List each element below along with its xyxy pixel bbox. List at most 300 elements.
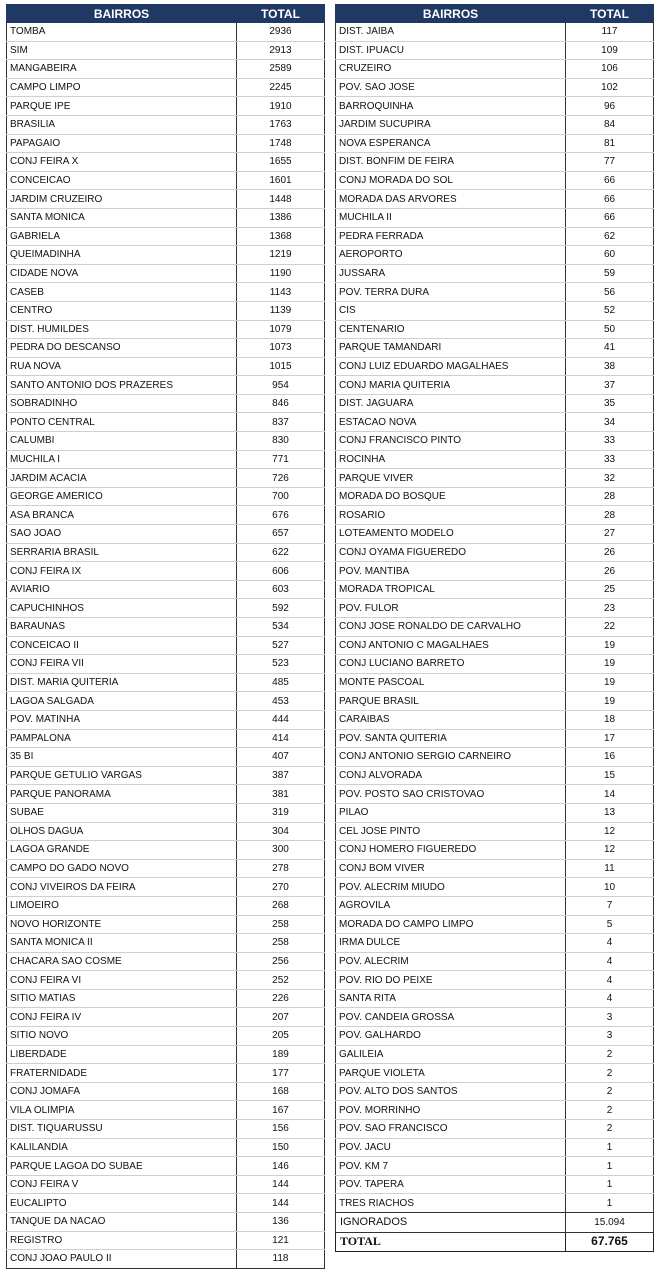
neighborhood-name: SITIO MATIAS	[7, 989, 237, 1008]
neighborhood-total: 4	[566, 971, 654, 990]
neighborhood-total: 102	[566, 78, 654, 97]
neighborhood-total: 81	[566, 134, 654, 153]
table-row	[7, 618, 325, 637]
neighborhood-name: MORADA DO BOSQUE	[336, 487, 566, 506]
neighborhood-name: DIST. HUMILDES	[7, 320, 237, 339]
neighborhood-total: 177	[237, 1064, 325, 1083]
neighborhood-total: 32	[566, 469, 654, 488]
neighborhood-name: PAMPALONA	[7, 729, 237, 748]
neighborhood-name: CIDADE NOVA	[7, 264, 237, 283]
neighborhood-name: ROCINHA	[336, 450, 566, 469]
neighborhood-total: 17	[566, 729, 654, 748]
table-row	[7, 41, 325, 60]
table-row	[7, 748, 325, 767]
neighborhood-name: CONJ FEIRA X	[7, 153, 237, 172]
table-row	[336, 692, 654, 711]
table-row	[7, 1045, 325, 1064]
neighborhood-total: 156	[237, 1120, 325, 1139]
table-row	[7, 301, 325, 320]
neighborhood-name: CONJ JOAO PAULO II	[7, 1250, 237, 1269]
neighborhood-name: NOVO HORIZONTE	[7, 915, 237, 934]
neighborhood-name: POV. KM 7	[336, 1157, 566, 1176]
neighborhood-name: TANQUE DA NACAO	[7, 1213, 237, 1232]
table-row	[7, 171, 325, 190]
neighborhood-name: OLHOS DAGUA	[7, 822, 237, 841]
neighborhood-total: 414	[237, 729, 325, 748]
neighborhood-total: 19	[566, 636, 654, 655]
neighborhood-name: SANTA RITA	[336, 989, 566, 1008]
table-row	[7, 1120, 325, 1139]
neighborhood-name: CEL JOSE PINTO	[336, 822, 566, 841]
header-row	[7, 5, 325, 23]
table-row	[336, 841, 654, 860]
neighborhood-name: CAPUCHINHOS	[7, 599, 237, 618]
neighborhood-name: CONJ LUCIANO BARRETO	[336, 655, 566, 674]
neighborhood-total: 62	[566, 227, 654, 246]
neighborhood-total: 34	[566, 413, 654, 432]
neighborhood-total: 4	[566, 934, 654, 953]
neighborhood-total: 1655	[237, 153, 325, 172]
neighborhood-total: 1368	[237, 227, 325, 246]
neighborhood-total: 26	[566, 562, 654, 581]
neighborhood-total: 830	[237, 432, 325, 451]
neighborhood-name: ROSARIO	[336, 506, 566, 525]
neighborhood-name: AGROVILA	[336, 896, 566, 915]
neighborhood-name: JARDIM CRUZEIRO	[7, 190, 237, 209]
neighborhood-total: 50	[566, 320, 654, 339]
neighborhood-total: 726	[237, 469, 325, 488]
left-table-body	[7, 23, 325, 1269]
table-row	[336, 525, 654, 544]
neighborhood-name: DIST. BONFIM DE FEIRA	[336, 153, 566, 172]
table-row	[7, 580, 325, 599]
neighborhood-name: CAMPO LIMPO	[7, 78, 237, 97]
table-row	[7, 339, 325, 358]
neighborhood-name: SUBAE	[7, 803, 237, 822]
neighborhood-name: MUCHILA I	[7, 450, 237, 469]
column-header-total: TOTAL	[566, 5, 654, 23]
neighborhood-name: RUA NOVA	[7, 357, 237, 376]
neighborhood-total: 268	[237, 896, 325, 915]
grand-total-row	[336, 1232, 654, 1252]
table-row	[336, 376, 654, 395]
table-row	[7, 599, 325, 618]
neighborhood-total: 2	[566, 1064, 654, 1083]
neighborhood-total: 534	[237, 618, 325, 637]
neighborhood-name: PARQUE PANORAMA	[7, 785, 237, 804]
neighborhood-name: PILAO	[336, 803, 566, 822]
neighborhood-total: 205	[237, 1027, 325, 1046]
table-row	[7, 543, 325, 562]
table-row	[7, 636, 325, 655]
neighborhood-name: PONTO CENTRAL	[7, 413, 237, 432]
table-row	[336, 785, 654, 804]
ignored-label: IGNORADOS	[336, 1213, 566, 1233]
ignored-row	[336, 1213, 654, 1233]
ignored-value: 15.094	[566, 1213, 654, 1233]
neighborhood-name: GABRIELA	[7, 227, 237, 246]
table-row	[7, 60, 325, 79]
neighborhood-name: PARQUE GETULIO VARGAS	[7, 766, 237, 785]
neighborhood-total: 7	[566, 896, 654, 915]
table-row	[7, 952, 325, 971]
table-row	[336, 339, 654, 358]
neighborhood-total: 144	[237, 1175, 325, 1194]
neighborhood-total: 26	[566, 543, 654, 562]
neighborhood-total: 117	[566, 23, 654, 42]
neighborhood-name: PARQUE IPE	[7, 97, 237, 116]
table-row	[7, 1082, 325, 1101]
table-row	[336, 673, 654, 692]
neighborhood-name: CONJ MORADA DO SOL	[336, 171, 566, 190]
neighborhood-name: POV. TAPERA	[336, 1175, 566, 1194]
neighborhood-name: CASEB	[7, 283, 237, 302]
neighborhood-total: 278	[237, 859, 325, 878]
neighborhood-total: 523	[237, 655, 325, 674]
neighborhood-total: 11	[566, 859, 654, 878]
neighborhood-total: 1748	[237, 134, 325, 153]
table-row	[7, 1101, 325, 1120]
neighborhood-total: 27	[566, 525, 654, 544]
neighborhood-total: 1	[566, 1175, 654, 1194]
neighborhood-total: 19	[566, 692, 654, 711]
neighborhood-total: 1079	[237, 320, 325, 339]
neighborhood-total: 10	[566, 878, 654, 897]
table-row	[7, 394, 325, 413]
neighborhood-total: 256	[237, 952, 325, 971]
neighborhood-total: 2	[566, 1045, 654, 1064]
neighborhood-name: JARDIM SUCUPIRA	[336, 115, 566, 134]
table-row	[336, 748, 654, 767]
neighborhood-name: CALUMBI	[7, 432, 237, 451]
table-row	[336, 469, 654, 488]
neighborhood-name: POV. SANTA QUITERIA	[336, 729, 566, 748]
neighborhood-total: 96	[566, 97, 654, 116]
table-row	[7, 376, 325, 395]
neighborhood-total: 150	[237, 1138, 325, 1157]
table-row	[7, 1175, 325, 1194]
neighborhood-name: DIST. TIQUARUSSU	[7, 1120, 237, 1139]
neighborhood-total: 252	[237, 971, 325, 990]
neighborhood-name: PEDRA FERRADA	[336, 227, 566, 246]
grand-total-value: 67.765	[566, 1232, 654, 1252]
neighborhood-name: TOMBA	[7, 23, 237, 42]
neighborhood-name: SAO JOAO	[7, 525, 237, 544]
neighborhood-total: 22	[566, 618, 654, 637]
neighborhood-name: LIMOEIRO	[7, 896, 237, 915]
neighborhood-name: PARQUE VIVER	[336, 469, 566, 488]
neighborhood-name: CONJ MARIA QUITERIA	[336, 376, 566, 395]
neighborhood-total: 2936	[237, 23, 325, 42]
table-row	[336, 822, 654, 841]
table-row	[7, 246, 325, 265]
table-row	[7, 525, 325, 544]
table-row	[336, 208, 654, 227]
neighborhood-name: CONJ FEIRA VI	[7, 971, 237, 990]
table-row	[336, 134, 654, 153]
table-row	[336, 320, 654, 339]
right-table-body	[336, 23, 654, 1213]
neighborhood-total: 700	[237, 487, 325, 506]
neighborhood-total: 319	[237, 803, 325, 822]
neighborhood-total: 189	[237, 1045, 325, 1064]
neighborhood-total: 13	[566, 803, 654, 822]
neighborhood-total: 1190	[237, 264, 325, 283]
table-row	[336, 301, 654, 320]
table-row	[336, 78, 654, 97]
table-row	[7, 450, 325, 469]
neighborhood-total: 28	[566, 506, 654, 525]
neighborhood-total: 4	[566, 952, 654, 971]
neighborhood-total: 35	[566, 394, 654, 413]
neighborhood-total: 2	[566, 1120, 654, 1139]
table-row	[336, 60, 654, 79]
neighborhood-total: 226	[237, 989, 325, 1008]
neighborhood-name: CONJ FEIRA IX	[7, 562, 237, 581]
table-row	[336, 23, 654, 42]
neighborhood-total: 258	[237, 934, 325, 953]
table-row	[336, 1101, 654, 1120]
neighborhood-total: 37	[566, 376, 654, 395]
neighborhood-name: POV. ALTO DOS SANTOS	[336, 1082, 566, 1101]
neighborhood-total: 1910	[237, 97, 325, 116]
neighborhood-name: SANTA MONICA II	[7, 934, 237, 953]
neighborhood-total: 1601	[237, 171, 325, 190]
table-row	[7, 1213, 325, 1232]
neighborhood-total: 59	[566, 264, 654, 283]
table-row	[7, 1250, 325, 1269]
neighborhood-name: POV. RIO DO PEIXE	[336, 971, 566, 990]
neighborhood-total: 118	[237, 1250, 325, 1269]
table-row	[7, 97, 325, 116]
neighborhood-name: MORADA DO CAMPO LIMPO	[336, 915, 566, 934]
neighborhood-name: BRASILIA	[7, 115, 237, 134]
neighborhood-name: CONJ ALVORADA	[336, 766, 566, 785]
table-row	[336, 227, 654, 246]
column-header-bairros: BAIRROS	[7, 5, 237, 23]
neighborhood-total: 23	[566, 599, 654, 618]
neighborhood-name: SITIO NOVO	[7, 1027, 237, 1046]
neighborhood-total: 1	[566, 1194, 654, 1213]
neighborhood-total: 407	[237, 748, 325, 767]
table-row	[336, 413, 654, 432]
neighborhood-total: 60	[566, 246, 654, 265]
neighborhood-total: 66	[566, 208, 654, 227]
table-row	[7, 1157, 325, 1176]
table-row	[336, 171, 654, 190]
table-row	[336, 803, 654, 822]
table-row	[7, 153, 325, 172]
neighborhood-name: ESTACAO NOVA	[336, 413, 566, 432]
neighborhood-total: 38	[566, 357, 654, 376]
right-neighborhood-table	[335, 4, 654, 1252]
table-row	[7, 878, 325, 897]
table-row	[336, 1175, 654, 1194]
table-row	[7, 915, 325, 934]
neighborhood-name: CONJ LUIZ EDUARDO MAGALHAES	[336, 357, 566, 376]
neighborhood-name: POV. SAO FRANCISCO	[336, 1120, 566, 1139]
neighborhood-total: 66	[566, 190, 654, 209]
neighborhood-total: 485	[237, 673, 325, 692]
neighborhood-name: POV. SAO JOSE	[336, 78, 566, 97]
neighborhood-name: POV. POSTO SAO CRISTOVAO	[336, 785, 566, 804]
neighborhood-total: 4	[566, 989, 654, 1008]
neighborhood-name: DIST. JAIBA	[336, 23, 566, 42]
neighborhood-name: POV. MANTIBA	[336, 562, 566, 581]
table-row	[336, 729, 654, 748]
neighborhood-name: SOBRADINHO	[7, 394, 237, 413]
neighborhood-total: 19	[566, 673, 654, 692]
neighborhood-total: 33	[566, 450, 654, 469]
neighborhood-name: AVIARIO	[7, 580, 237, 599]
table-row	[7, 692, 325, 711]
neighborhood-total: 14	[566, 785, 654, 804]
table-row	[7, 469, 325, 488]
neighborhood-name: EUCALIPTO	[7, 1194, 237, 1213]
table-row	[336, 655, 654, 674]
table-row	[336, 283, 654, 302]
neighborhood-total: 1386	[237, 208, 325, 227]
table-row	[336, 432, 654, 451]
table-row	[7, 23, 325, 42]
table-row	[336, 357, 654, 376]
neighborhood-name: CONJ JOMAFA	[7, 1082, 237, 1101]
table-row	[7, 227, 325, 246]
neighborhood-name: LAGOA SALGADA	[7, 692, 237, 711]
neighborhood-total: 207	[237, 1008, 325, 1027]
table-row	[7, 766, 325, 785]
neighborhood-total: 28	[566, 487, 654, 506]
neighborhood-total: 606	[237, 562, 325, 581]
neighborhood-name: AEROPORTO	[336, 246, 566, 265]
table-row	[336, 394, 654, 413]
neighborhood-total: 19	[566, 655, 654, 674]
neighborhood-name: CONJ JOSE RONALDO DE CARVALHO	[336, 618, 566, 637]
neighborhood-total: 1	[566, 1138, 654, 1157]
table-row	[7, 208, 325, 227]
table-row	[7, 432, 325, 451]
neighborhood-name: PARQUE TAMANDARI	[336, 339, 566, 358]
neighborhood-name: CONJ VIVEIROS DA FEIRA	[7, 878, 237, 897]
table-row	[7, 1138, 325, 1157]
neighborhood-name: JARDIM ACACIA	[7, 469, 237, 488]
neighborhood-name: CHACARA SAO COSME	[7, 952, 237, 971]
grand-total-label: TOTAL	[336, 1232, 566, 1252]
neighborhood-name: CIS	[336, 301, 566, 320]
neighborhood-name: PARQUE LAGOA DO SUBAE	[7, 1157, 237, 1176]
neighborhood-total: 84	[566, 115, 654, 134]
neighborhood-name: SIM	[7, 41, 237, 60]
neighborhood-total: 304	[237, 822, 325, 841]
neighborhood-name: POV. JACU	[336, 1138, 566, 1157]
neighborhood-name: GEORGE AMERICO	[7, 487, 237, 506]
neighborhood-name: KALILANDIA	[7, 1138, 237, 1157]
table-row	[7, 822, 325, 841]
neighborhood-name: PARQUE BRASIL	[336, 692, 566, 711]
neighborhood-total: 16	[566, 748, 654, 767]
neighborhood-total: 954	[237, 376, 325, 395]
neighborhood-total: 168	[237, 1082, 325, 1101]
table-row	[7, 1194, 325, 1213]
neighborhood-name: CARAIBAS	[336, 710, 566, 729]
table-row	[336, 543, 654, 562]
table-row	[336, 1064, 654, 1083]
table-row	[7, 357, 325, 376]
table-row	[7, 1231, 325, 1250]
neighborhood-name: JUSSARA	[336, 264, 566, 283]
neighborhood-name: POV. TERRA DURA	[336, 283, 566, 302]
neighborhood-name: LIBERDADE	[7, 1045, 237, 1064]
table-row	[336, 989, 654, 1008]
neighborhood-name: DIST. JAGUARA	[336, 394, 566, 413]
table-row	[336, 190, 654, 209]
neighborhood-name: CONJ BOM VIVER	[336, 859, 566, 878]
table-row	[336, 1082, 654, 1101]
neighborhood-name: MANGABEIRA	[7, 60, 237, 79]
header-row	[336, 5, 654, 23]
table-row	[336, 506, 654, 525]
neighborhood-name: CONJ ANTONIO C MAGALHAES	[336, 636, 566, 655]
table-row	[336, 580, 654, 599]
neighborhood-name: CENTRO	[7, 301, 237, 320]
neighborhood-total: 66	[566, 171, 654, 190]
neighborhood-total: 146	[237, 1157, 325, 1176]
neighborhood-name: CONJ FEIRA IV	[7, 1008, 237, 1027]
table-row	[336, 878, 654, 897]
table-row	[7, 190, 325, 209]
neighborhood-total: 15	[566, 766, 654, 785]
table-row	[7, 803, 325, 822]
neighborhood-total: 109	[566, 41, 654, 60]
table-row	[336, 1138, 654, 1157]
table-row	[7, 487, 325, 506]
neighborhood-name: CRUZEIRO	[336, 60, 566, 79]
table-row	[7, 989, 325, 1008]
left-neighborhood-table	[6, 4, 325, 1269]
neighborhood-name: SANTA MONICA	[7, 208, 237, 227]
table-row	[336, 636, 654, 655]
neighborhood-name: QUEIMADINHA	[7, 246, 237, 265]
neighborhood-total: 167	[237, 1101, 325, 1120]
neighborhood-total: 387	[237, 766, 325, 785]
neighborhood-name: NOVA ESPERANCA	[336, 134, 566, 153]
neighborhood-total: 1015	[237, 357, 325, 376]
neighborhood-total: 592	[237, 599, 325, 618]
neighborhood-name: IRMA DULCE	[336, 934, 566, 953]
neighborhood-name: POV. ALECRIM MIUDO	[336, 878, 566, 897]
neighborhood-name: GALILEIA	[336, 1045, 566, 1064]
table-row	[336, 1008, 654, 1027]
neighborhood-total: 2	[566, 1082, 654, 1101]
neighborhood-total: 453	[237, 692, 325, 711]
neighborhood-name: SANTO ANTONIO DOS PRAZERES	[7, 376, 237, 395]
neighborhood-total: 622	[237, 543, 325, 562]
neighborhood-name: POV. MORRINHO	[336, 1101, 566, 1120]
table-row	[336, 246, 654, 265]
neighborhood-total: 1143	[237, 283, 325, 302]
neighborhood-total: 258	[237, 915, 325, 934]
table-row	[7, 729, 325, 748]
table-row	[336, 1157, 654, 1176]
neighborhood-total: 25	[566, 580, 654, 599]
neighborhood-name: CONJ FEIRA V	[7, 1175, 237, 1194]
neighborhood-total: 527	[237, 636, 325, 655]
neighborhood-name: 35 BI	[7, 748, 237, 767]
neighborhood-name: CAMPO DO GADO NOVO	[7, 859, 237, 878]
table-row	[336, 618, 654, 637]
neighborhood-name: DIST. MARIA QUITERIA	[7, 673, 237, 692]
table-row	[7, 971, 325, 990]
